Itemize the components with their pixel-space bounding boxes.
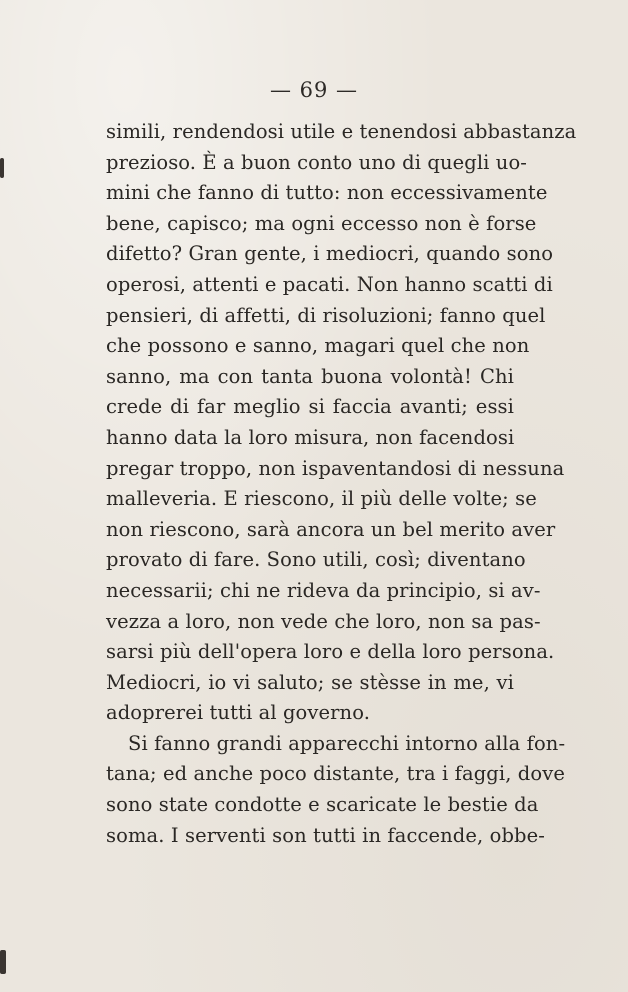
- text-line: soma. I serventi son tutti in faccende, obbe-: [106, 823, 545, 847]
- text-line: crede di far meglio si faccia avanti; essi: [106, 395, 514, 419]
- text-line: pensieri, di affetti, di risoluzioni; fanno quel: [106, 303, 546, 327]
- text-line: difetto? Gran gente, i mediocri, quando sono: [106, 242, 554, 266]
- text-line: operosi, attenti e pacati. Non hanno scatti di: [106, 272, 553, 296]
- text-line: simili, rendendosi utile e tenendosi abbastanza: [106, 120, 577, 143]
- text-line: provato di fare. Sono utili, così; diventano: [106, 548, 526, 572]
- text-line: Mediocri, io vi saluto; se stèsse in me, vi: [106, 670, 514, 694]
- text-line: che possono e sanno, magari quel che non: [106, 334, 530, 358]
- binding-mark: [0, 158, 4, 178]
- text-line: malleveria. E riescono, il più delle volte; se: [106, 487, 537, 511]
- page-number: — 69 —: [269, 78, 359, 102]
- text-line: sarsi più dell'opera loro e della loro persona.: [106, 640, 555, 664]
- paragraph: [106, 729, 566, 851]
- text-line: tana; ed anche poco distante, tra i faggi, dove: [106, 762, 565, 786]
- text-line: pregar troppo, non ispaventandosi di nessuna: [106, 456, 565, 480]
- text-line: hanno data la loro misura, non facendosi: [106, 425, 515, 449]
- body-text: [106, 117, 577, 851]
- paragraph: [106, 117, 577, 729]
- text-line: sono state condotte e scaricate le bestie da: [106, 793, 539, 817]
- text-line: adoprerei tutti al governo.: [106, 701, 371, 725]
- text-line: Si fanno grandi apparecchi intorno alla fon-: [128, 731, 566, 755]
- text-line: bene, capisco; ma ogni eccesso non è forse: [106, 211, 537, 235]
- binding-mark: [0, 950, 6, 974]
- text-line: necessarii; chi ne rideva da principio, si av-: [106, 578, 541, 602]
- text-line: non riescono, sarà ancora un bel merito aver: [106, 517, 556, 541]
- text-line: prezioso. È a buon conto uno di quegli uo-: [106, 150, 527, 174]
- text-line: vezza a loro, non vede che loro, non sa pas-: [106, 609, 541, 633]
- text-line: mini che fanno di tutto: non eccessivamente: [106, 181, 548, 205]
- text-line: sanno, ma con tanta buona volontà! Chi: [106, 364, 514, 388]
